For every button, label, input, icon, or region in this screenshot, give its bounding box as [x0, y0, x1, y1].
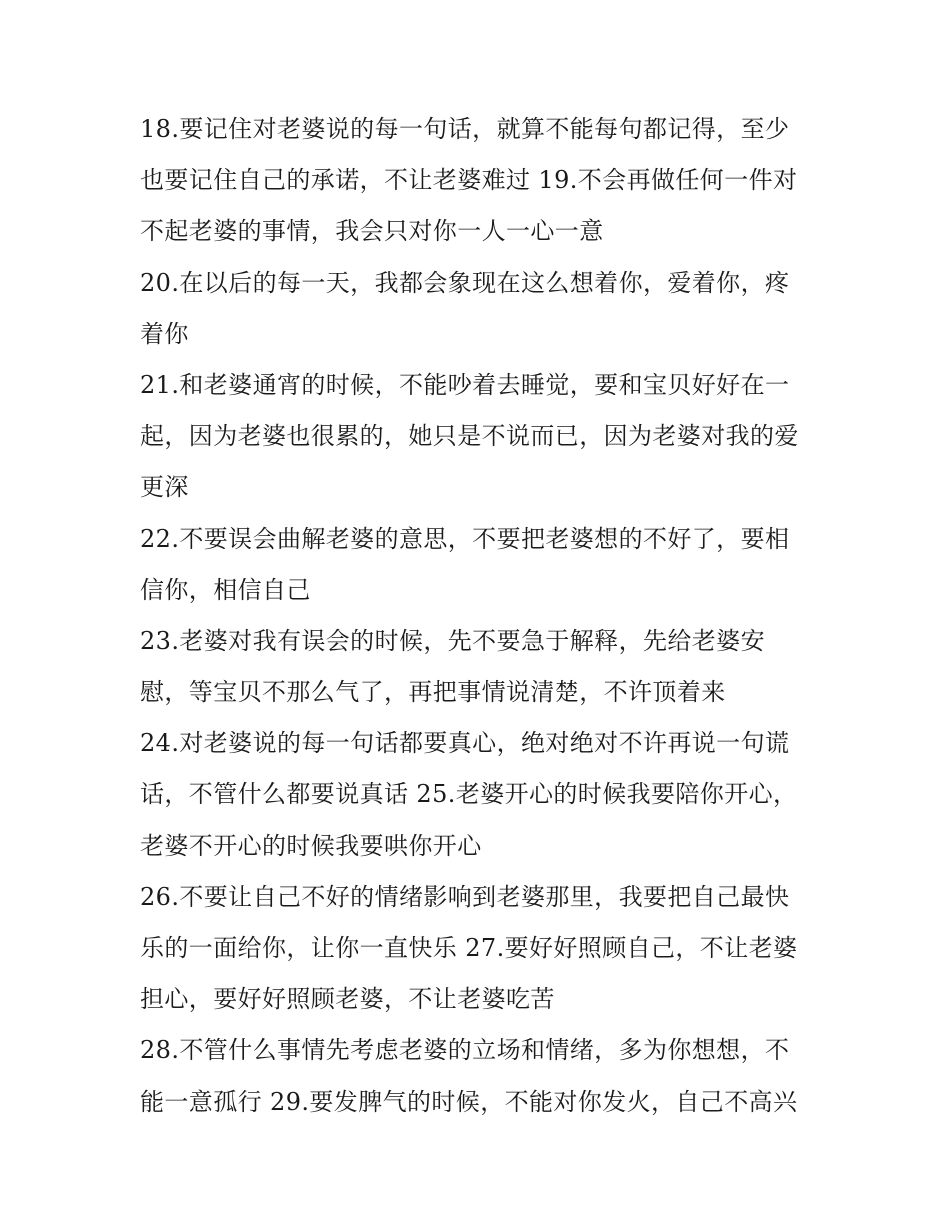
text-line: 28.不管什么事情先考虑老婆的立场和情绪，多为你想想，不	[140, 1036, 790, 1065]
text-line: 26.不要让自己不好的情绪影响到老婆那里，我要把自己最快	[140, 882, 790, 911]
text-line: 信你，相信自己	[140, 575, 311, 604]
text-line: 老婆不开心的时候我要哄你开心	[140, 831, 482, 860]
text-line: 担心，要好好照顾老婆，不让老婆吃苦	[140, 985, 555, 1014]
text-line: 也要记住自己的承诺，不让老婆难过 19.不会再做任何一件对	[140, 166, 798, 195]
body-text	[140, 104, 820, 1128]
text-line: 23.老婆对我有误会的时候，先不要急于解释，先给老婆安	[140, 626, 765, 655]
text-line: 22.不要误会曲解老婆的意思，不要把老婆想的不好了，要相	[140, 524, 790, 553]
text-line: 21.和老婆通宵的时候，不能吵着去睡觉，要和宝贝好好在一	[140, 370, 790, 399]
text-line: 着你	[140, 319, 189, 348]
text-line: 20.在以后的每一天，我都会象现在这么想着你，爱着你，疼	[140, 268, 790, 297]
text-line: 18.要记住对老婆说的每一句话，就算不能每句都记得，至少	[140, 115, 790, 143]
text-line: 不起老婆的事情，我会只对你一人一心一意	[140, 217, 604, 246]
text-line: 24.对老婆说的每一句话都要真心，绝对绝对不许再说一句谎	[140, 729, 790, 758]
text-line: 更深	[140, 473, 189, 502]
text-line: 起，因为老婆也很累的，她只是不说而已，因为老婆对我的爱	[140, 422, 799, 451]
text-line: 慰，等宝贝不那么气了，再把事情说清楚，不许顶着来	[140, 678, 726, 707]
text-line: 话，不管什么都要说真话 25.老婆开心的时候我要陪你开心，	[140, 780, 798, 809]
text-line: 乐的一面给你，让你一直快乐 27.要好好照顾自己，不让老婆	[140, 934, 798, 962]
text-line: 能一意孤行 29.要发脾气的时候，不能对你发火，自己不高兴	[140, 1087, 798, 1116]
